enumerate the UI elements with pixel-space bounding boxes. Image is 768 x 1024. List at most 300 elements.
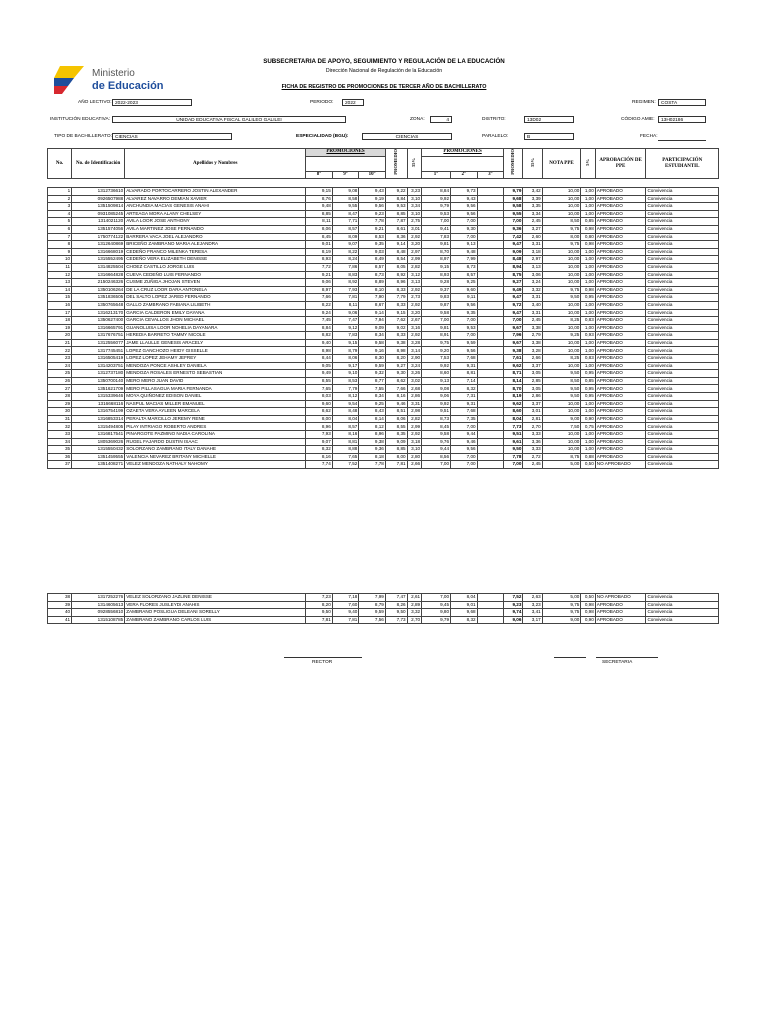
table-cell [477, 393, 504, 401]
table-cell: 8,81 [332, 438, 359, 446]
table-cell: VERA FLORES JUSLEYDI ANAHIS [125, 601, 306, 609]
table-cell: 1,00 [581, 400, 595, 408]
table-cell: 7,68 [451, 408, 478, 416]
table-cell: 2,72 [523, 453, 542, 461]
table-cell: Convivencia [646, 362, 719, 370]
table-cell: 7,81 [332, 616, 359, 624]
table-cell: 9,23 [504, 601, 523, 609]
table-cell: CUEVA CEDEÑO LUIS FERNANDO [125, 271, 306, 279]
table-cell: Convivencia [646, 377, 719, 385]
table-cell: 3,26 [407, 370, 421, 378]
table-cell: 3,17 [523, 616, 542, 624]
table-row [48, 225, 719, 233]
table-cell: APROBADO [595, 377, 646, 385]
table-cell: APROBADO [595, 241, 646, 249]
table-cell: 9 [48, 248, 72, 256]
table-cell [477, 347, 504, 355]
table-cell: 0,90 [581, 415, 595, 423]
table-cell: LOPEZ LOPEZ JEHAMY JEFREY [125, 355, 306, 363]
table-cell: 3,33 [523, 431, 542, 439]
table-cell: 0,85 [581, 218, 595, 226]
table-cell: 8,96 [385, 279, 407, 287]
table-cell: 2,82 [407, 415, 421, 423]
table-row [48, 453, 719, 461]
table-cell [477, 188, 504, 196]
table-cell: 9,58 [422, 431, 451, 439]
col-10: 10° [359, 171, 386, 179]
table-cell: 10 [48, 256, 72, 264]
table-cell: APROBADO [595, 453, 646, 461]
table-cell [477, 195, 504, 203]
table-cell: 8,76 [306, 195, 333, 203]
table-cell: 8,12 [332, 393, 359, 401]
table-row [48, 233, 719, 241]
table-cell: 2,61 [407, 594, 421, 602]
table-cell: 2 [48, 195, 72, 203]
table-cell: 1316505419 [72, 355, 125, 363]
table-cell: 8,16 [306, 453, 333, 461]
table-cell: 2,92 [407, 301, 421, 309]
table-cell: 9,12 [332, 324, 359, 332]
table-cell: 7,79 [332, 385, 359, 393]
table-cell [477, 400, 504, 408]
table-cell: Convivencia [646, 431, 719, 439]
table-cell: Convivencia [646, 355, 719, 363]
table-cell: 7,31 [451, 393, 478, 401]
zona-label: ZONA: [410, 117, 425, 122]
table-cell: 2,45 [523, 461, 542, 469]
table-row [48, 203, 719, 211]
table-cell: 3,05 [523, 370, 542, 378]
table-cell: 7,55 [359, 385, 386, 393]
table-cell: VALENCIA NEVAREZ BRITANY MICHELLE [125, 453, 306, 461]
ministry-name-line1: Ministerio [92, 68, 135, 79]
table-cell [477, 286, 504, 294]
table-cell: 3,18 [523, 248, 542, 256]
table-cell: 9,50 [385, 609, 407, 617]
table-cell: 8,84 [385, 195, 407, 203]
table-cell [477, 453, 504, 461]
table-cell: 3,39 [523, 195, 542, 203]
table-cell: 3,23 [523, 601, 542, 609]
table-cell: APROBADO [595, 309, 646, 317]
table-cell: 11 [48, 263, 72, 271]
table-cell: 3,02 [407, 377, 421, 385]
table-cell: 7,68 [451, 355, 478, 363]
table-cell: 7,42 [504, 233, 523, 241]
table-cell: Convivencia [646, 309, 719, 317]
table-cell: 9,24 [306, 309, 333, 317]
table-cell: 1,00 [581, 256, 595, 264]
table-cell: 6 [48, 225, 72, 233]
table-cell: ARTEAGA MORA ALANY CHELSEY [125, 210, 306, 218]
table-row [48, 601, 719, 609]
table-cell: 7,66 [385, 385, 407, 393]
table-cell: GARCIA CALDERON EMILY DAYANA [125, 309, 306, 317]
table-cell: 8,32 [306, 446, 333, 454]
table-cell: 9,09 [359, 324, 386, 332]
table-cell: 9,56 [451, 301, 478, 309]
table-cell: 10,00 [542, 203, 581, 211]
col-promociones-2: PROMOCIONES [422, 149, 504, 157]
table-cell: 2,92 [407, 332, 421, 340]
table-cell: 2,85 [523, 377, 542, 385]
table-cell: 8,60 [504, 408, 523, 416]
especialidad-label: ESPECIALIDAD (BGU): [296, 134, 349, 139]
table-cell: 9,27 [385, 362, 407, 370]
table-cell: 8,33 [385, 301, 407, 309]
table-cell: 8,24 [332, 256, 359, 264]
table-cell: 1314203751 [72, 362, 125, 370]
table-cell: 0,80 [581, 233, 595, 241]
table-cell: 9,40 [306, 339, 333, 347]
table-cell: 9,36 [359, 446, 386, 454]
table-cell: 8,26 [385, 601, 407, 609]
table-cell: 2,67 [407, 317, 421, 325]
table-cell: 9,00 [542, 415, 581, 423]
table-cell: 9,35 [359, 241, 386, 249]
regimen-label: REGIMEN: [632, 100, 656, 105]
table-cell: 8,51 [385, 408, 407, 416]
table-cell: 9,36 [504, 225, 523, 233]
table-cell: 7,53 [422, 355, 451, 363]
table-cell: 8,19 [504, 393, 523, 401]
table-cell: 8,06 [332, 355, 359, 363]
table-cell: BARRERA VACA JOEL ALEJANDRO [125, 233, 306, 241]
table-cell [477, 461, 504, 469]
table-cell: 9,48 [306, 203, 333, 211]
table-cell: 7,83 [422, 233, 451, 241]
table-cell: 2,73 [407, 294, 421, 302]
table-cell: 10,00 [542, 279, 581, 287]
table-cell: 13 [48, 279, 72, 287]
table-cell: CUSME ZUÑIGA JHOJAN STEVEN [125, 279, 306, 287]
table-cell: 8,94 [504, 263, 523, 271]
table-cell: 2,82 [407, 263, 421, 271]
table-cell [477, 271, 504, 279]
table-cell: 7,83 [332, 332, 359, 340]
table-cell: 8,97 [422, 256, 451, 264]
table-cell: 2,45 [523, 218, 542, 226]
table-cell: APROBADO [595, 271, 646, 279]
table-cell: 8,81 [451, 370, 478, 378]
table-cell: 1,00 [581, 339, 595, 347]
table-cell: 9,14 [385, 241, 407, 249]
table-cell: 3,13 [523, 263, 542, 271]
table-cell [477, 362, 504, 370]
table-cell: 2,92 [407, 233, 421, 241]
table-cell: 3,42 [523, 188, 542, 196]
table-cell: 2,45 [523, 317, 542, 325]
table-cell: CEDEÑO FRANCO MILENKA TERESA [125, 248, 306, 256]
table-cell: 8,25 [542, 317, 581, 325]
table-cell: 9,25 [359, 400, 386, 408]
rector-label: RECTOR [312, 660, 333, 665]
table-cell: 9,06 [504, 616, 523, 624]
zona-field: 4 [430, 116, 452, 123]
table-cell: 12 [48, 271, 72, 279]
table-cell: 7,00 [451, 317, 478, 325]
table-cell: 10,00 [542, 195, 581, 203]
table-cell: 8,84 [306, 324, 333, 332]
table-row [48, 271, 719, 279]
table-cell: 7,52 [504, 594, 523, 602]
table-cell: APROBADO [595, 355, 646, 363]
table-cell: 1315494805 [72, 423, 125, 431]
table-cell: Convivencia [646, 385, 719, 393]
table-cell: 8,93 [306, 256, 333, 264]
table-cell: 8,62 [385, 377, 407, 385]
table-row [48, 339, 719, 347]
table-cell: 8,58 [332, 195, 359, 203]
table-cell: 9,38 [504, 347, 523, 355]
table-cell: 7,78 [504, 453, 523, 461]
table-cell: 7,00 [451, 461, 478, 469]
table-cell: 8,18 [359, 453, 386, 461]
table-cell [477, 355, 504, 363]
table-cell: 9,03 [359, 248, 386, 256]
table-cell: 28 [48, 393, 72, 401]
table-cell: 8,70 [504, 385, 523, 393]
table-cell: Convivencia [646, 594, 719, 602]
table-cell: 7,47 [332, 317, 359, 325]
table-cell: 1805369026 [72, 438, 125, 446]
table-cell: Convivencia [646, 347, 719, 355]
table-row [48, 188, 719, 196]
table-cell: 8,89 [359, 279, 386, 287]
table-cell: 9,37 [422, 286, 451, 294]
table-cell: 8,61 [385, 225, 407, 233]
table-cell: 7,35 [451, 415, 478, 423]
promotions-table-header [47, 148, 719, 179]
table-cell: 1312556077 [72, 339, 125, 347]
table-row [48, 355, 719, 363]
table-cell: 2,99 [407, 256, 421, 264]
table-cell [477, 415, 504, 423]
table-cell: 8,56 [422, 453, 451, 461]
table-cell: 9,56 [451, 210, 478, 218]
table-cell: 8,53 [332, 377, 359, 385]
table-cell: 1,00 [581, 248, 595, 256]
table-cell: 8,09 [332, 233, 359, 241]
table-cell: VELEZ SOLORZANO JAZLINE DENISSE [125, 594, 306, 602]
table-cell: 7,78 [359, 218, 386, 226]
table-cell: 8,16 [332, 431, 359, 439]
table-cell: BRICEÑO ZAMBRANO MARIA ALEJANDRA [125, 241, 306, 249]
table-cell [477, 218, 504, 226]
table-cell: 30 [48, 408, 72, 416]
table-cell: 1316665791 [72, 324, 125, 332]
table-cell: 3,38 [523, 339, 542, 347]
table-cell: 10,00 [542, 408, 581, 416]
table-cell: 0,75 [581, 423, 595, 431]
especialidad-field: CIENCIAS [362, 133, 452, 140]
table-cell: GUANOLUISA LOOR NOHELIA DAYANARA [125, 324, 306, 332]
table-cell: 9,09 [385, 438, 407, 446]
table-cell [477, 431, 504, 439]
table-cell: 9,53 [385, 203, 407, 211]
table-cell: 9,06 [306, 279, 333, 287]
table-cell: 8,04 [504, 415, 523, 423]
table-cell: 9,47 [504, 241, 523, 249]
table-cell: 1350627400 [72, 317, 125, 325]
table-cell: 3,16 [407, 324, 421, 332]
table-cell: Convivencia [646, 233, 719, 241]
table-cell: 7,00 [504, 218, 523, 226]
table-cell: 3,32 [523, 286, 542, 294]
table-cell: 9,58 [422, 309, 451, 317]
table-cell: 2,99 [407, 423, 421, 431]
ministry-name-line2: de Educación [92, 80, 164, 92]
table-cell: 1 [48, 188, 72, 196]
table-cell [477, 309, 504, 317]
table-cell: 1350700140 [72, 377, 125, 385]
table-cell: 3,41 [523, 609, 542, 617]
table-cell: 25 [48, 370, 72, 378]
table-cell: LOPEZ GANCHOZO HEIDY GISSELLE [125, 347, 306, 355]
table-row [48, 279, 719, 287]
table-cell: DEL SALTO LOPEZ JARED FERNANDO [125, 294, 306, 302]
table-cell: 9,50 [542, 385, 581, 393]
table-cell: 7,81 [332, 294, 359, 302]
table-cell: 17 [48, 309, 72, 317]
table-cell: 2,68 [407, 385, 421, 393]
table-cell [477, 438, 504, 446]
table-cell: 7,87 [385, 218, 407, 226]
table-cell: 3,23 [407, 188, 421, 196]
table-row [48, 594, 719, 602]
table-cell: 8,96 [306, 423, 333, 431]
table-cell: 10,00 [542, 438, 581, 446]
table-cell: 1314825504 [72, 263, 125, 271]
table-cell: 8,55 [385, 423, 407, 431]
table-row [48, 347, 719, 355]
table-cell: 7,72 [306, 263, 333, 271]
table-cell: 10,00 [542, 309, 581, 317]
table-cell: 8,14 [504, 377, 523, 385]
table-cell: 9,83 [422, 294, 451, 302]
table-cell: 7,60 [332, 601, 359, 609]
table-cell [477, 279, 504, 287]
table-cell: Convivencia [646, 210, 719, 218]
table-cell: 0,83 [581, 355, 595, 363]
table-cell: 9,58 [504, 203, 523, 211]
table-cell: DE LA CRUZ LOOR DARA ANTONELA [125, 286, 306, 294]
table-cell [477, 263, 504, 271]
table-cell: APROBADO [595, 210, 646, 218]
table-cell: 8,48 [332, 408, 359, 416]
paralelo-label: PARALELO: [482, 134, 509, 139]
distrito-label: DISTRITO: [482, 117, 506, 122]
table-row [48, 377, 719, 385]
table-cell: 35 [48, 446, 72, 454]
col-participacion: PARTICIPACIÓN ESTUDIANTIL [646, 149, 719, 179]
table-cell: 9,25 [542, 332, 581, 340]
table-cell: 41 [48, 616, 72, 624]
table-cell: Convivencia [646, 446, 719, 454]
table-cell: 9,28 [422, 279, 451, 287]
table-cell: 1,00 [581, 431, 595, 439]
table-cell: 14 [48, 286, 72, 294]
table-cell: 15 [48, 294, 72, 302]
table-cell: 1316817541 [72, 431, 125, 439]
table-cell: 3,24 [523, 279, 542, 287]
table-cell: 9,40 [332, 609, 359, 617]
table-cell: 9,49 [504, 286, 523, 294]
table-cell: GARCIA CEVALLOS JHON MICHAEL [125, 317, 306, 325]
table-cell: 1314605613 [72, 601, 125, 609]
table-cell: 32 [48, 423, 72, 431]
table-cell: Convivencia [646, 188, 719, 196]
table-cell: 8,44 [306, 355, 333, 363]
table-cell: 9,06 [422, 393, 451, 401]
table-cell: 8,04 [451, 594, 478, 602]
table-cell: 8,11 [306, 218, 333, 226]
secretaria-signature-line-left [554, 657, 586, 658]
table-cell: 8,79 [359, 601, 386, 609]
table-cell: 39 [48, 601, 72, 609]
table-cell: 7,90 [359, 294, 386, 302]
table-cell: 9,79 [422, 616, 451, 624]
table-cell: 3,31 [523, 241, 542, 249]
table-cell: 2,75 [407, 218, 421, 226]
table-cell: 9,00 [542, 616, 581, 624]
table-cell: 3,13 [407, 279, 421, 287]
table-cell: 8,00 [542, 233, 581, 241]
table-cell: 1351408271 [72, 461, 125, 469]
table-cell: Convivencia [646, 370, 719, 378]
table-cell: 7,94 [359, 317, 386, 325]
table-row [48, 248, 719, 256]
table-cell [477, 601, 504, 609]
table-cell: 8,30 [359, 355, 386, 363]
table-cell: 8,12 [359, 423, 386, 431]
table-cell: 7,71 [332, 218, 359, 226]
table-cell: 7,81 [306, 616, 333, 624]
table-cell: APROBADO [595, 188, 646, 196]
table-cell: 5,00 [542, 461, 581, 469]
table-cell: 2,86 [407, 393, 421, 401]
table-cell: 1350106264 [72, 286, 125, 294]
table-cell: 7,00 [451, 218, 478, 226]
table-cell: 10,00 [542, 431, 581, 439]
table-cell: 10,00 [542, 324, 581, 332]
table-cell: 1750774122 [72, 233, 125, 241]
table-cell: 1351459555 [72, 453, 125, 461]
table-cell: 26 [48, 377, 72, 385]
table-cell: 9,46 [385, 400, 407, 408]
table-cell: 2,66 [407, 461, 421, 469]
table-cell: 9,53 [422, 210, 451, 218]
table-cell: 0,98 [581, 241, 595, 249]
table-cell: Convivencia [646, 400, 719, 408]
table-cell: Convivencia [646, 616, 719, 624]
table-cell: 0,95 [581, 370, 595, 378]
table-cell: Convivencia [646, 294, 719, 302]
table-cell: 7,74 [306, 461, 333, 469]
table-cell: 9,50 [542, 393, 581, 401]
table-cell: 8,77 [359, 377, 386, 385]
institucion-label: INSTITUCIÓN EDUCATIVA: [50, 117, 111, 122]
table-cell: 2150246326 [72, 279, 125, 287]
table-cell: 9,56 [451, 446, 478, 454]
table-cell: 0926507988 [72, 195, 125, 203]
table-cell: NASPUL MACIAS MILLER EMANUEL [125, 400, 306, 408]
table-cell: 2,89 [407, 601, 421, 609]
table-cell: 8,11 [332, 301, 359, 309]
table-cell: 2,90 [407, 355, 421, 363]
table-cell [477, 339, 504, 347]
